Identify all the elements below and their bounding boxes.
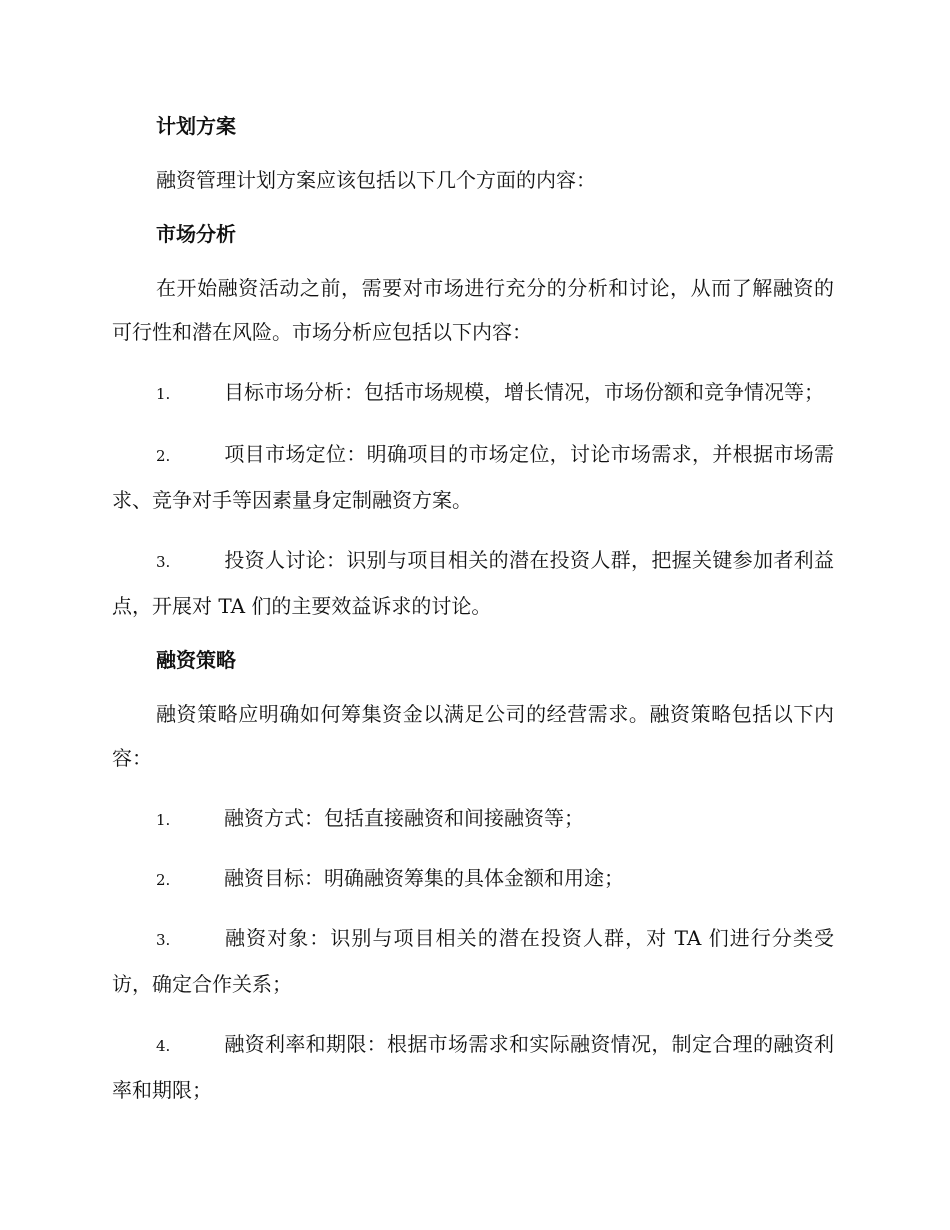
list-item [112, 432, 834, 522]
list-item [112, 538, 834, 628]
document-page [112, 108, 834, 1112]
list-text: 项目市场定位：明确项目的市场定位，讨论市场需求，并根据市场需求、竞争对手等因素量身定制融资方案。 [112, 442, 834, 512]
list-text: 融资利率和期限：根据市场需求和实际融资情况，制定合理的融资利率和期限； [112, 1032, 834, 1102]
list-number: 1. [156, 811, 171, 829]
section-heading-plan: 计划方案 [156, 114, 236, 138]
list-text: 融资对象：识别与项目相关的潜在投资人群，对 TA 们进行分类受访，确定合作关系； [112, 926, 834, 996]
paragraph-market-intro: 在开始融资活动之前，需要对市场进行充分的分析和讨论，从而了解融资的可行性和潜在风险。市场分析应包括以下内容： [112, 276, 834, 344]
paragraph-strategy-intro: 融资策略应明确如何筹集资金以满足公司的经营需求。融资策略包括以下内容： [112, 702, 834, 770]
list-text: 目标市场分析：包括市场规模，增长情况，市场份额和竞争情况等； [224, 380, 824, 404]
section-heading-market: 市场分析 [156, 222, 236, 246]
section-heading-strategy: 融资策略 [156, 648, 236, 672]
list-number: 3. [156, 553, 171, 571]
list-text: 融资方式：包括直接融资和间接融资等； [224, 806, 584, 830]
list-number: 2. [156, 447, 171, 465]
list-number: 1. [156, 385, 171, 403]
list-text: 融资目标：明确融资筹集的具体金额和用途； [224, 866, 624, 890]
list-number: 2. [156, 871, 171, 889]
list-text: 投资人讨论：识别与项目相关的潜在投资人群，把握关键参加者利益点，开展对 TA 们的主要效益诉求的讨论。 [112, 548, 834, 618]
paragraph-plan-intro: 融资管理计划方案应该包括以下几个方面的内容： [156, 168, 596, 192]
list-number: 4. [156, 1037, 171, 1055]
list-item [112, 916, 834, 1006]
list-item [112, 1022, 834, 1112]
list-item [112, 370, 834, 416]
list-item [112, 796, 834, 842]
list-item [112, 856, 834, 902]
list-number: 3. [156, 931, 171, 949]
